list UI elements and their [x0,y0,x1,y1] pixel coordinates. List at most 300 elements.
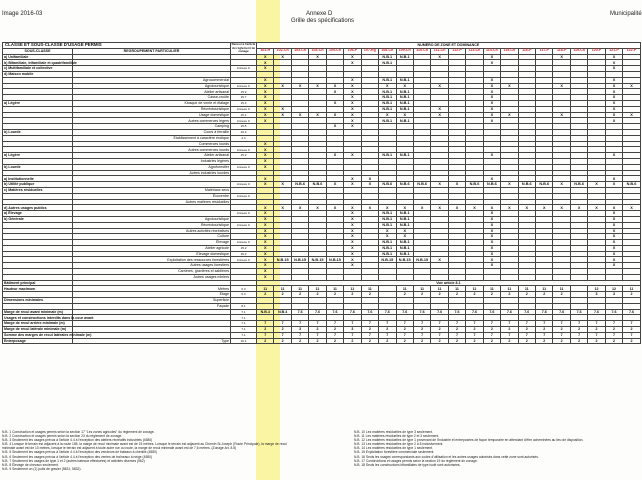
zone-cell: X [379,83,396,89]
zone-cell: X [361,176,378,182]
article-cell: Annexe C [231,83,257,89]
zone-cell: X [431,112,448,118]
zone-cell: N.B.1 [379,222,396,228]
zone-cell: 11 [623,286,641,292]
zone-cell: 7.6 [536,309,553,315]
zone-cell: X [257,182,274,188]
article-cell: Annexe C [231,106,257,112]
zone-cell: N.B.1 [396,245,413,251]
zone-cell: 7.6 [326,309,343,315]
zone-cell: X [553,205,570,211]
zone-header: 115-Ch [501,48,518,54]
zone-cell: 2 [413,327,430,333]
zone-cell: X [605,234,622,240]
zone-cell: X [257,245,274,251]
regroupement-cell: Récréotouristique [73,106,231,112]
zone-cell: 7 [588,332,605,338]
zone-cell: X [605,263,622,269]
regroupement-cell: Industries légères [73,158,231,164]
zone-cell: 7 [379,332,396,338]
footnote: N.B. 5 Seulement les usages prévus à l'article 4.4 à l'exception des vendeurs de bateaux à chenille (4580) [2,450,158,455]
zone-cell: 7.6 [413,309,430,315]
zone-cell: X [257,234,274,240]
zone-cell: N.B.15 [326,257,343,263]
regroupement-cell: Agrotouristique [73,216,231,222]
zone-cell: X [344,176,361,182]
zone-header: 114-Ch [483,48,500,54]
zone-cell: X [396,83,413,89]
zone-cell: X [623,205,641,211]
zone-cell: X [379,234,396,240]
article-cell: 7.1 [231,321,257,327]
zone-cell: 7 [274,332,291,338]
zone-cell: X [501,182,518,188]
zone-cell: 2 [448,338,465,344]
zone-cell: N.B.1 [396,222,413,228]
zone-cell: 2 [518,292,535,298]
zone-cell: 7 [396,321,413,327]
sous-classe-cell: b) Générale [3,216,73,222]
footnote: N.B. 16 Seuls les usages correspondants aux codes d'utilisation et les autres usages autorisés dans cette zone sont autorisés. [354,454,539,459]
zone-cell: X [518,205,535,211]
zone-cell: 7 [361,321,378,327]
zone-cell: 2 [501,338,518,344]
zone-cell: 2 [431,292,448,298]
sous-classe-cell: a) Institutionnelle [3,176,73,182]
zone-cell: X [605,66,622,72]
table-title-left: CLASSE ET SOUS-CLASSE D'USAGE PERMIS [3,43,231,49]
zone-cell: N.B.1 [379,60,396,66]
page-right-header: Municipalité [610,11,642,17]
footnote: minimale avant est de 10 mètres, lorsque le terrain est adjacent à toute autre rue ou route, la marge de recul minimale avant est de 7,6 mètres. (Zonage Art. 8.5) [2,446,237,451]
zone-cell: X [483,257,500,263]
zone-cell: X [257,263,274,269]
zone-cell: 2 [518,338,535,344]
zone-cell: X [344,211,361,217]
zone-cell: X [344,100,361,106]
zone-cell: 7 [257,321,274,327]
zone-cell: X [605,106,622,112]
zone-cell: 7 [309,332,326,338]
footnotes-right [354,430,583,467]
footnote: N.B. 12 Les matières résiduelles de type 1 provenant de l'industrie et entreposées de façon temporaire en attendant d'être acheminées au lieu de disposition. [354,438,584,443]
zone-cell: 7 [344,321,361,327]
regroupement-cell: Autres activités récréatives [73,228,231,234]
zone-cell: 11 [553,286,570,292]
zone-cell: 7 [518,332,535,338]
zone-cell: 7 [448,321,465,327]
zone-cell: X [605,60,622,66]
article-cell: Annexe C [231,193,257,199]
zone-cell: X [483,95,500,101]
footnote: N.B. 6 Seulement les usages prévus à l'article 4.4 à l'exception des ventes de traîneaux à neige (4580) [2,454,153,459]
regroupement-cell: Kiosque de vente et étalage [73,100,231,106]
zone-cell: X [570,205,587,211]
zone-cell: X [483,100,500,106]
zone-header: 103-Ch [291,48,308,54]
regroupement-cell: Élevage [73,240,231,246]
regroupement-cell: Autres usages miniers [73,274,231,280]
zone-cell: N.B.6 [466,182,483,188]
zone-cell: 11 [483,286,500,292]
zone-cell: N.B.6 [413,182,430,188]
regroupement-cell: Élevage domestique [73,251,231,257]
zone-header: 101-H [257,48,274,54]
zone-cell: 2 [553,327,570,333]
zone-cell: N.B.1 [396,153,413,159]
zone-cell: X [344,222,361,228]
zone-cell: X [344,216,361,222]
zone-cell: 2 [466,292,483,298]
zone-cell: 2 [361,338,378,344]
zone-cell: X [483,176,500,182]
zone-cell: X [344,251,361,257]
zone-cell: X [605,112,622,118]
zone-cell: X [605,100,622,106]
spec-label-cell: Somme des marges de recul latérales minimale (m) [4,333,92,338]
article-cell: 15.2 [231,245,257,251]
zone-cell: 2 [588,338,605,344]
zone-cell: X [326,83,343,89]
zone-header: 106-P [344,48,361,54]
zone-cell: X [605,240,622,246]
regroupement-cell: Agroforestier [73,164,231,170]
zone-cell: N.B.15 [274,257,291,263]
zone-cell: 7 [605,332,622,338]
article-cell: Annexe C [231,147,257,153]
zone-cell: X [483,77,500,83]
zone-cell: N.B.1 [379,54,396,60]
article-cell: 4.4 [231,135,257,141]
zone-cell: 7.6 [588,309,605,315]
regroupement-cell: Autres commerces lourds [73,147,231,153]
zone-cell: N.B.1 [396,251,413,257]
zone-cell: X [413,205,430,211]
zone-cell: 2 [623,292,641,298]
zone-cell: 2 [570,338,587,344]
zone-cell: 2 [536,292,553,298]
zone-header: 105-Ch [326,48,343,54]
zone-cell: X [257,66,274,72]
zone-cell: 7 [413,321,430,327]
regroupement-cell: Autres commerces légers [73,118,231,124]
zone-cell: X [483,245,500,251]
zone-cell: X [309,205,326,211]
zone-cell: 2 [623,338,641,344]
zone-cell: X [326,100,343,106]
zone-cell: X [344,118,361,124]
spec-label-cell: Marge de recul avant minimale (m) [3,309,73,315]
zone-cell: 2 [257,327,274,333]
zone-cell: 2 [501,327,518,333]
zone-cell: 3 [605,292,622,298]
article-cell: Annexe C [231,118,257,124]
zone-cell: 7.6 [291,309,308,315]
zone-cell: 11 [518,286,535,292]
zone-cell: 7 [257,332,274,338]
zone-cell: 11 [344,286,361,292]
zone-cell: 12 [605,286,622,292]
zone-cell: X [257,274,274,280]
zone-cell: 7 [291,332,308,338]
zone-cell: 2 [274,327,291,333]
zone-cell: X [257,112,274,118]
zone-cell: X [257,257,274,263]
zone-cell: X [274,112,291,118]
article-cell: Annexe C [231,257,257,263]
spec-label-cell: Dimensions minimales [3,298,73,304]
zone-cell: 2 [344,338,361,344]
zone-cell: X [605,205,622,211]
zone-cell: 7.6 [379,309,396,315]
annex-title: Annexe D [306,11,333,17]
zone-cell: X [257,205,274,211]
zone-cell: X [605,176,622,182]
zone-cell: 11 [309,286,326,292]
article-cell: 16.1 [231,338,257,344]
zone-cell: 2 [536,327,553,333]
zone-cell: 7.6 [518,309,535,315]
zone-cell: 2 [413,338,430,344]
footnote: N.B. 18 Seuls les constructions bifamiliales de type isolé sont autorisées. [354,462,461,467]
zone-cell: N.B.1 [379,100,396,106]
zone-cell: 7.6 [344,309,361,315]
zone-cell: X [396,234,413,240]
zone-cell: 7 [536,332,553,338]
zone-cell: N.B.1 [396,118,413,124]
zone-cell: N.B.1 [379,95,396,101]
article-cell: 6.3 [231,292,257,298]
footnote: N.B. 10 Les matières résiduelles de type 3 seulement. [354,430,433,434]
zone-cell: 7 [553,332,570,338]
zone-cell: 3 [291,327,308,333]
spec-sub-cell: Mètres [73,286,231,292]
zone-cell: 11 [501,286,518,292]
zone-cell: X [326,153,343,159]
zone-cell: 7 [466,321,483,327]
zone-header: 112-P [448,48,465,54]
zone-cell: 7.6 [431,309,448,315]
zone-cell: 7.6 [309,309,326,315]
zone-cell: 7.6 [605,309,622,315]
zone-header: 110-Ch [413,48,430,54]
zone-cell: 7 [605,321,622,327]
sous-classe-cell: c) Multifamiliale et collective [3,66,73,72]
article-cell: 15.2 [231,153,257,159]
article-cell: Annexe C [231,211,257,217]
zone-cell: 2 [396,327,413,333]
zone-cell: 11 [274,286,291,292]
zone-cell: 2 [518,327,535,333]
zone-cell: X [309,83,326,89]
zone-cell: 2 [379,338,396,344]
article-cell: Annexe C [231,240,257,246]
zone-cell: 2 [553,338,570,344]
zone-cell: X [344,240,361,246]
zone-cell: 2 [448,327,465,333]
zone-cell: 2 [309,338,326,344]
zone-header: 117-P [536,48,553,54]
zone-cell: N.B.6 [623,182,641,188]
zone-cell: 7 [570,321,587,327]
zone-cell: X [483,153,500,159]
regroupement-cell: Culture [73,234,231,240]
zone-cell: 2 [466,327,483,333]
zone-cell: X [361,205,378,211]
footnote: N.B. 4 Lorsque le terrain est adjacent à la route 155, la marge de recul minimale avant est de 15 mètres. Lorsque le terrain est adjacent au Chemin St-Joseph (Route Principale), la marge de recul [2,442,287,447]
zone-cell: X [291,205,308,211]
zone-cell: X [326,205,343,211]
zone-cell: X [274,54,291,60]
zone-cell: 7.6 [501,309,518,315]
spec-label-cell: Marge de recul arrière minimale (m) [3,321,73,327]
zone-cell: X [257,164,274,170]
article-cell: Annexe C [231,66,257,72]
zone-cell: X [553,54,570,60]
regroupement-cell: Commerces lourds [73,141,231,147]
regroupement-cell: Écocentre [73,193,231,199]
see-article-cell: Voir article 8.1 [257,280,641,286]
zone-cell: X [257,89,274,95]
zone-cell: N.B.6 [536,182,553,188]
zone-cell: X [344,234,361,240]
spec-sub-cell: Type [73,338,231,344]
zone-cell: 2 [605,327,622,333]
zone-cell: N.B.1 [379,77,396,83]
regroupement-cell: Autres matières résiduelles [73,199,231,205]
zone-cell: X [257,176,274,182]
spec-sub-cell: Étage [73,292,231,298]
regroupement-cell: Agrotouristique [73,83,231,89]
regroupement-cell: Casse-croûte [73,95,231,101]
zone-cell: 7 [326,321,343,327]
zone-cell: 2 [396,338,413,344]
zone-cell: 7 [501,321,518,327]
zone-cell: X [605,95,622,101]
table-title-right: NUMÉRO DE ZONE ET DOMINANCE [257,43,641,49]
zone-header: 120-P [588,48,605,54]
zone-cell: 7 [413,332,430,338]
zone-header: 111-Ch [431,48,448,54]
zone-cell: X [483,222,500,228]
zone-header: 102-Ch [274,48,291,54]
zone-cell: N.B.1 [396,100,413,106]
zone-cell: X [553,112,570,118]
zone-cell: N.B.4 [274,309,291,315]
zone-cell: 7 [396,332,413,338]
zone-cell: 2 [274,292,291,298]
regroupement-cell: Cours à ferraille [73,129,231,135]
article-cell: 15.2 [231,89,257,95]
zone-cell: X [379,112,396,118]
zone-cell: X [605,89,622,95]
zone-cell: 11 [448,286,465,292]
zone-cell: 2 [501,292,518,298]
zone-cell: X [483,211,500,217]
zone-cell: N.B.1 [396,240,413,246]
zone-cell: 2 [257,338,274,344]
specifications-grid [2,42,641,344]
zone-cell: 2 [483,292,500,298]
zone-cell: X [483,240,500,246]
zone-cell: X [605,251,622,257]
zone-cell: X [257,240,274,246]
zone-cell: X [605,153,622,159]
zone-cell: 7.6 [448,309,465,315]
zone-cell: X [483,216,500,222]
zone-cell: 2 [466,338,483,344]
zone-cell: X [257,211,274,217]
article-cell: 15.1 [231,112,257,118]
regroupement-cell: Établissement à caractère érotique [73,135,231,141]
zone-cell: X [605,257,622,263]
zone-cell: X [483,251,500,257]
zone-cell: 2 [536,338,553,344]
zone-cell: N.B.15 [379,257,396,263]
footnote: N.B. 11 Les matières résiduelles de type 2 et 3 seulement. [354,434,440,439]
sous-classe-cell: d) Autres usages publics [3,205,73,211]
zone-cell: N.B.15 [396,257,413,263]
zone-cell: X [257,216,274,222]
article-cell: 15.3 [231,100,257,106]
zone-cell: X [274,182,291,188]
sous-classe-header: SOUS-CLASSE [3,48,73,54]
zone-cell: 11 [257,286,274,292]
zone-cell: X [483,205,500,211]
zone-cell: N.B.1 [379,245,396,251]
zone-cell: 7.6 [483,309,500,315]
zone-cell: X [344,60,361,66]
regroupement-cell: Récréotouristique [73,222,231,228]
spec-label-cell: Marge de recul latérale minimale (m) [3,327,73,333]
zone-cell: X [361,182,378,188]
zone-cell: 2 [291,292,308,298]
zone-cell: 2 [344,292,361,298]
sous-classe-cell: b) Lourde [3,129,73,135]
zone-cell: X [483,234,500,240]
zone-cell: X [553,182,570,188]
regroupement-cell: Usage domestique [73,112,231,118]
sous-classe-cell: c) Matières résiduelles [3,187,73,193]
zone-cell: N.B.6 [379,182,396,188]
zone-cell: X [588,182,605,188]
zone-cell: N.B.1 [379,211,396,217]
zone-cell: X [396,205,413,211]
zone-cell: 7.6 [361,309,378,315]
zone-cell: X [483,83,500,89]
zone-cell: X [257,95,274,101]
zone-cell: 2 [326,327,343,333]
sous-classe-cell: b) Bifamiliale, trifamiliale et quadrifamiliale [4,60,77,65]
zone-cell: 2 [326,338,343,344]
zone-cell: 2 [553,292,570,298]
zone-cell: 2 [448,292,465,298]
zone-cell: N.B.1 [396,77,413,83]
article-cell: 7.1 [231,309,257,315]
zone-header: 104-Ch [309,48,326,54]
spec-label-cell: Hauteur maximum [3,286,73,292]
footnotes [2,430,638,478]
zone-cell: 2 [257,292,274,298]
spec-label-cell: Entreposage [3,338,73,344]
zone-cell: X [344,124,361,130]
regroupement-header: REGROUPEMENT PARTICULIER [73,48,231,54]
zone-cell: 2 [326,292,343,298]
zone-cell: X [291,112,308,118]
page-header [0,0,640,40]
zone-cell: X [274,83,291,89]
zone-cell: 7 [431,332,448,338]
